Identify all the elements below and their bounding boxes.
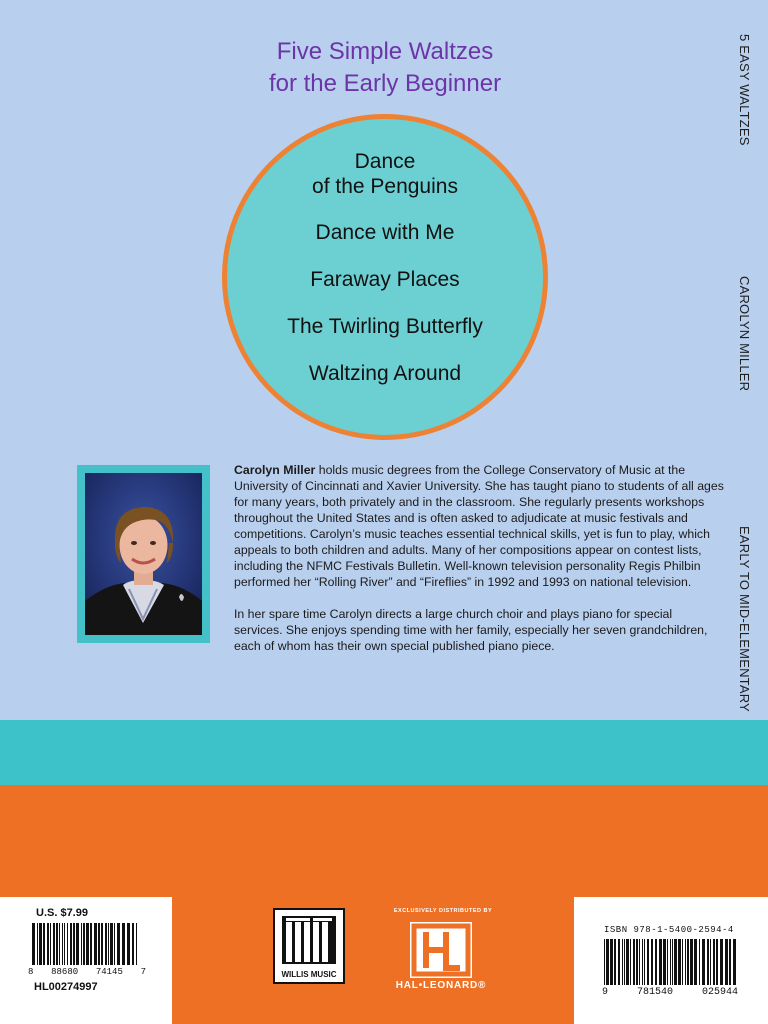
barcode-bar	[62, 923, 63, 965]
song-list-circle	[222, 114, 548, 440]
barcode-bar	[101, 923, 103, 965]
song-title: Dance with Me	[315, 221, 455, 244]
barcode-bar	[76, 923, 79, 965]
barcode-bar	[733, 939, 736, 985]
cover-heading	[180, 36, 590, 100]
author-portrait-icon	[85, 473, 202, 635]
willis-piano-keys-icon	[280, 914, 338, 966]
barcode-bar	[699, 939, 700, 985]
barcode-bar	[690, 939, 693, 985]
barcode-bar	[725, 939, 728, 985]
spine-level: EARLY TO MID-ELEMENTARY	[737, 526, 752, 712]
upc-digit-group: 74145	[95, 967, 123, 977]
hal-leonard-icon	[410, 922, 472, 978]
barcode-bar	[630, 939, 631, 985]
isbn-label: ISBN 978-1-5400-2594-4	[604, 925, 734, 935]
barcode-bar	[682, 939, 683, 985]
barcode-bar	[644, 939, 645, 985]
product-code: HL00274997	[34, 981, 98, 993]
barcode-bar	[659, 939, 662, 985]
barcode-bar	[81, 923, 82, 965]
barcode-bar	[136, 923, 137, 965]
barcode-bar	[636, 939, 638, 985]
barcode-bar	[43, 923, 45, 965]
barcode-bar	[86, 923, 89, 965]
barcode-bar	[47, 923, 49, 965]
barcode-bar	[687, 939, 689, 985]
barcode-bar	[622, 939, 623, 985]
song-title: Dance	[354, 150, 416, 173]
author-photo-frame	[77, 465, 210, 643]
isbn-digit-group: 9	[602, 987, 609, 998]
distributed-by-label: EXCLUSIVELY DISTRIBUTED BY	[393, 908, 493, 914]
barcode-bar	[132, 923, 134, 965]
barcode-bar	[59, 923, 60, 965]
song-title: Waltzing Around	[308, 362, 462, 385]
barcode-bar	[50, 923, 51, 965]
barcode-bar	[70, 923, 72, 965]
barcode-bar	[672, 939, 673, 985]
barcode-bar	[37, 923, 38, 965]
barcode-bar	[110, 923, 113, 965]
barcode-bar	[98, 923, 100, 965]
willis-music-logo	[273, 908, 345, 984]
upc-digits	[28, 967, 146, 977]
barcode-bar	[663, 939, 666, 985]
teal-stripe	[0, 720, 768, 785]
barcode-bar	[114, 923, 115, 965]
barcode-bar	[720, 939, 723, 985]
upc-digit-group: 88680	[51, 967, 79, 977]
author-photo	[85, 473, 202, 635]
isbn-barcode-panel	[574, 897, 768, 1024]
barcode-bar	[122, 923, 125, 965]
barcode-bar	[53, 923, 55, 965]
barcode-bar	[647, 939, 649, 985]
barcode-bar	[610, 939, 613, 985]
barcode-bar	[655, 939, 657, 985]
spine-series-title: 5 EASY WALTZES	[737, 34, 752, 146]
heading-line-1: Five Simple Waltzes	[276, 38, 494, 65]
willis-music-label: WILLIS MUSIC	[281, 970, 337, 979]
isbn-barcode	[604, 939, 736, 985]
barcode-bar	[639, 939, 640, 985]
barcode-bar	[117, 923, 120, 965]
barcode-bar	[626, 939, 629, 985]
isbn-digits	[602, 987, 738, 998]
barcode-bar	[606, 939, 609, 985]
barcode-bar	[94, 923, 97, 965]
song-title: of the Penguins	[312, 175, 458, 198]
barcode-bar	[64, 923, 65, 965]
barcode-bar	[685, 939, 686, 985]
barcode-bar	[678, 939, 681, 985]
barcode-bar	[90, 923, 92, 965]
barcode-bar	[667, 939, 668, 985]
barcode-bar	[618, 939, 620, 985]
barcode-bar	[674, 939, 677, 985]
barcode-bar	[604, 939, 605, 985]
barcode-bar	[716, 939, 718, 985]
upc-digit-group: 8	[28, 967, 34, 977]
isbn-digit-group: 781540	[636, 987, 673, 998]
song-title: The Twirling Butterfly	[287, 315, 483, 338]
author-name: Carolyn Miller	[234, 463, 316, 477]
heading-line-2: for the Early Beginner	[268, 70, 502, 97]
barcode-bar	[710, 939, 711, 985]
hal-leonard-name: HAL•LEONARD®	[395, 980, 487, 991]
barcode-bar	[633, 939, 635, 985]
upc-digit-group: 7	[140, 967, 146, 977]
barcode-bar	[105, 923, 107, 965]
barcode-bar	[651, 939, 653, 985]
barcode-bar	[127, 923, 130, 965]
bio-paragraph-1	[234, 462, 724, 590]
barcode-bar	[108, 923, 109, 965]
hal-leonard-logo	[410, 922, 472, 978]
price-barcode-panel	[0, 897, 172, 1024]
isbn-digit-group: 025944	[701, 987, 738, 998]
barcode-bar	[56, 923, 58, 965]
barcode-bar	[73, 923, 75, 965]
barcode-bar	[32, 923, 35, 965]
barcode-bar	[642, 939, 643, 985]
barcode-bar	[707, 939, 709, 985]
barcode-bar	[702, 939, 705, 985]
barcode-bar	[694, 939, 697, 985]
barcode-bar	[83, 923, 85, 965]
price-label: U.S. $7.99	[36, 907, 88, 919]
upc-barcode	[32, 923, 140, 965]
barcode-bar	[39, 923, 42, 965]
barcode-bar	[624, 939, 625, 985]
barcode-bar	[614, 939, 616, 985]
barcode-bar	[713, 939, 715, 985]
bio-paragraph-2: In her spare time Carolyn directs a large church choir and plays piano for special services. She enjoys spending time with her family, especially her seven grandchildren, each of whom has their own special published piano piece.	[234, 607, 708, 653]
author-biography	[234, 462, 724, 670]
barcode-bar	[67, 923, 68, 965]
song-title: Faraway Places	[310, 268, 460, 291]
book-spine	[729, 0, 765, 720]
barcode-bar	[729, 939, 731, 985]
spine-author: CAROLYN MILLER	[737, 276, 752, 392]
barcode-bar	[670, 939, 671, 985]
bio-text-1: holds music degrees from the College Conservatory of Music at the University of Cincinnati and Xavier University. She has taught piano to students of all ages for many years, both privately and in the classroom. She regularly presents workshops throughout the United States and is often asked to adjudicate at music festivals and competitions. Carolyn’s music teaches essential technical skills, yet is fun to play, which appeals to both children and adults. Many of her compositions appear on contest lists, including the NFMC Festivals Bulletin. Well-known television personality Regis Philbin performed her “Rolling River” and “Fireflies” in 1992 and 1993 on national television.	[234, 463, 724, 589]
